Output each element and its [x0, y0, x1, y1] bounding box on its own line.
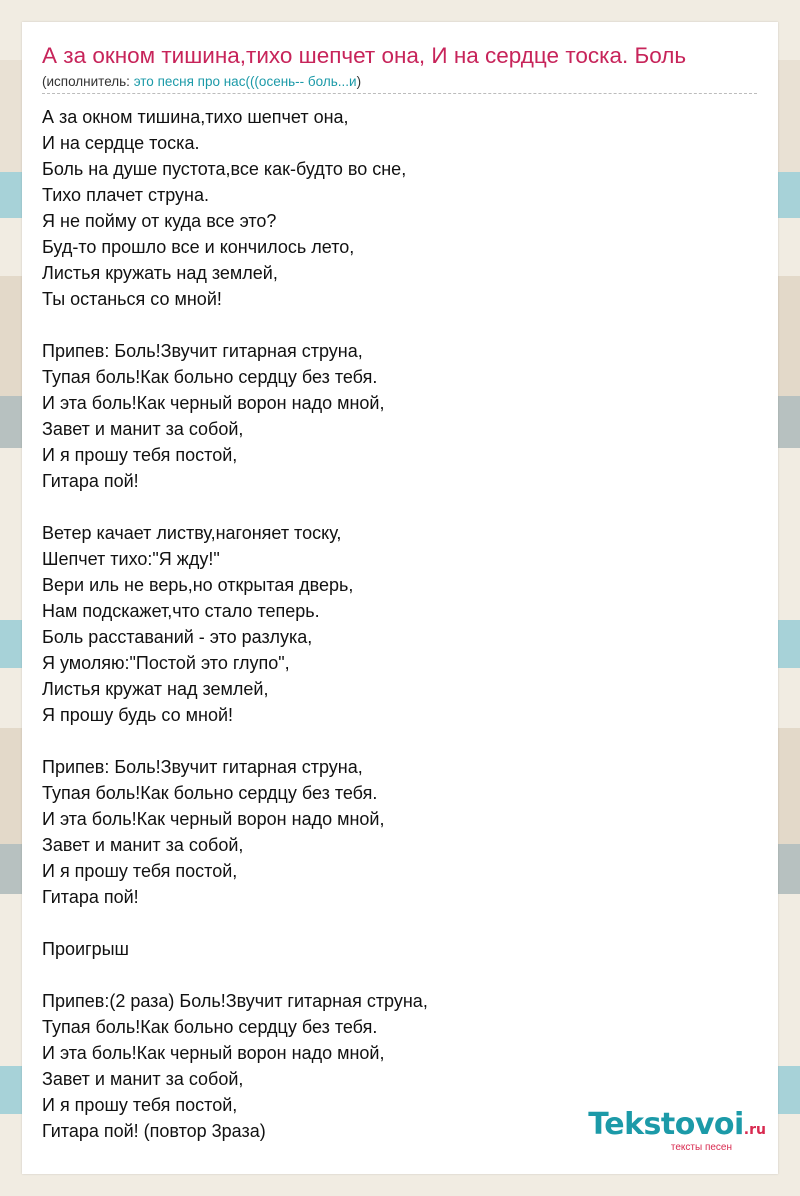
- artist-suffix: ): [356, 74, 362, 89]
- lyrics-card: [22, 22, 778, 1174]
- lyrics-text: А за окном тишина,тихо шепчет она, И на сердце тоска. Боль на душе пустота,все как-будто во сне, Тихо плачет струна. Я не пойму от куда все это? Буд-то прошло все и кончилось лето, Листья кружать над землей, Ты останься со мной! Припев: Боль!Звучит гитарная струна, Тупая боль!Как больно сердцу без тебя. И эта боль!Как черный ворон надо мной, Завет и манит за собой, И я прошу тебя постой, Гитара пой! Ветер качает листву,нагоняет тоску, Шепчет тихо:"Я жду!" Вери иль не верь,но открытая дверь, Нам подскажет,что стало теперь. Боль расставаний - это разлука, Я умоляю:"Постой это глупо", Листья кружат над землей, Я прошу будь со мной! Припев: Боль!Звучит гитарная струна, Тупая боль!Как больно сердцу без тебя. И эта боль!Как черный ворон надо мной, Завет и манит за собой, И я прошу тебя постой, Гитара пой! Проигрыш Припев:(2 раза) Боль!Звучит гитарная струна, Тупая боль!Как больно сердцу без тебя. И эта боль!Как черный ворон надо мной, Завет и манит за собой, И я прошу тебя постой, Гитара пой! (повтор 3раза): [42, 107, 428, 1141]
- logo-tld: .ru: [743, 1122, 766, 1138]
- artist-line: [42, 73, 361, 91]
- site-logo[interactable]: [556, 1108, 766, 1156]
- logo-tagline: тексты песен: [670, 1142, 732, 1153]
- logo-word: Tekstovoi: [588, 1107, 744, 1142]
- artist-prefix: (исполнитель:: [42, 74, 134, 89]
- divider: [42, 93, 757, 94]
- song-title: А за окном тишина,тихо шепчет она, И на сердце тоска. Боль: [42, 43, 687, 68]
- artist-link[interactable]: это песня про нас(((осень-- боль...и: [133, 74, 357, 89]
